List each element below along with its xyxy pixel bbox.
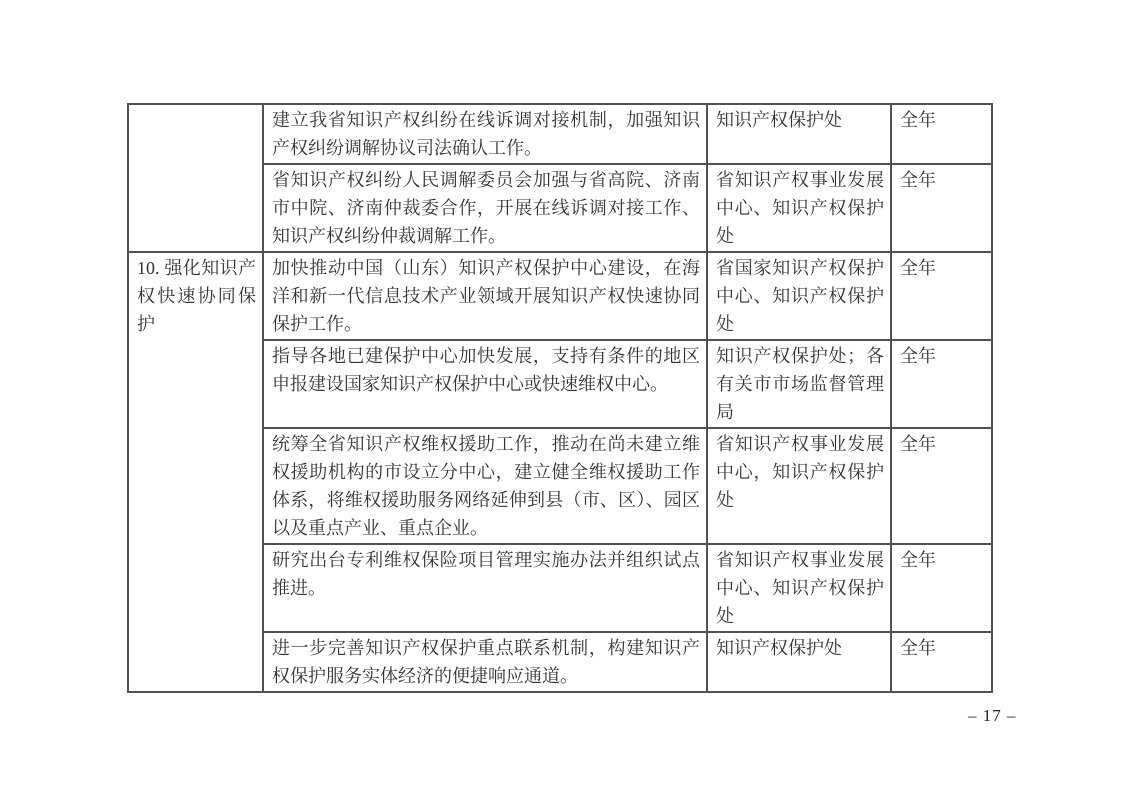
time-cell: 全年 [891, 164, 992, 252]
category-cell-previous [128, 104, 263, 252]
tasks-table [127, 103, 993, 693]
category-cell-10: 10. 强化知识产权快速协同保护 [128, 252, 263, 692]
task-cell: 进一步完善知识产权保护重点联系机制，构建知识产权保护服务实体经济的便捷响应通道。 [263, 632, 707, 692]
time-cell: 全年 [891, 340, 992, 428]
unit-cell: 省知识产权事业发展中心、知识产权保护处 [707, 164, 891, 252]
unit-cell: 知识产权保护处；各有关市市场监督管理局 [707, 340, 891, 428]
page-number: – 17 – [968, 706, 1017, 725]
time-cell: 全年 [891, 428, 992, 544]
time-cell: 全年 [891, 252, 992, 340]
task-cell: 统筹全省知识产权维权援助工作，推动在尚未建立维权援助机构的市设立分中心，建立健全维权援助工作体系，将维权援助服务网络延伸到县（市、区）、园区以及重点产业、重点企业。 [263, 428, 707, 544]
task-cell: 建立我省知识产权纠纷在线诉调对接机制，加强知识产权纠纷调解协议司法确认工作。 [263, 104, 707, 164]
task-cell: 加快推动中国（山东）知识产权保护中心建设，在海洋和新一代信息技术产业领域开展知识产权快速协同保护工作。 [263, 252, 707, 340]
time-cell: 全年 [891, 544, 992, 632]
unit-cell: 省知识产权事业发展中心，知识产权保护处 [707, 428, 891, 544]
time-cell: 全年 [891, 104, 992, 164]
task-cell: 研究出台专利维权保险项目管理实施办法并组织试点推进。 [263, 544, 707, 632]
unit-cell: 知识产权保护处 [707, 632, 891, 692]
table-row [128, 252, 992, 340]
unit-cell: 知识产权保护处 [707, 104, 891, 164]
table-row [128, 104, 992, 164]
unit-cell: 省知识产权事业发展中心、知识产权保护处 [707, 544, 891, 632]
task-cell: 省知识产权纠纷人民调解委员会加强与省高院、济南市中院、济南仲裁委合作，开展在线诉调对接工作、知识产权纠纷仲裁调解工作。 [263, 164, 707, 252]
unit-cell: 省国家知识产权保护中心、知识产权保护处 [707, 252, 891, 340]
time-cell: 全年 [891, 632, 992, 692]
task-cell: 指导各地已建保护中心加快发展，支持有条件的地区申报建设国家知识产权保护中心或快速维权中心。 [263, 340, 707, 428]
